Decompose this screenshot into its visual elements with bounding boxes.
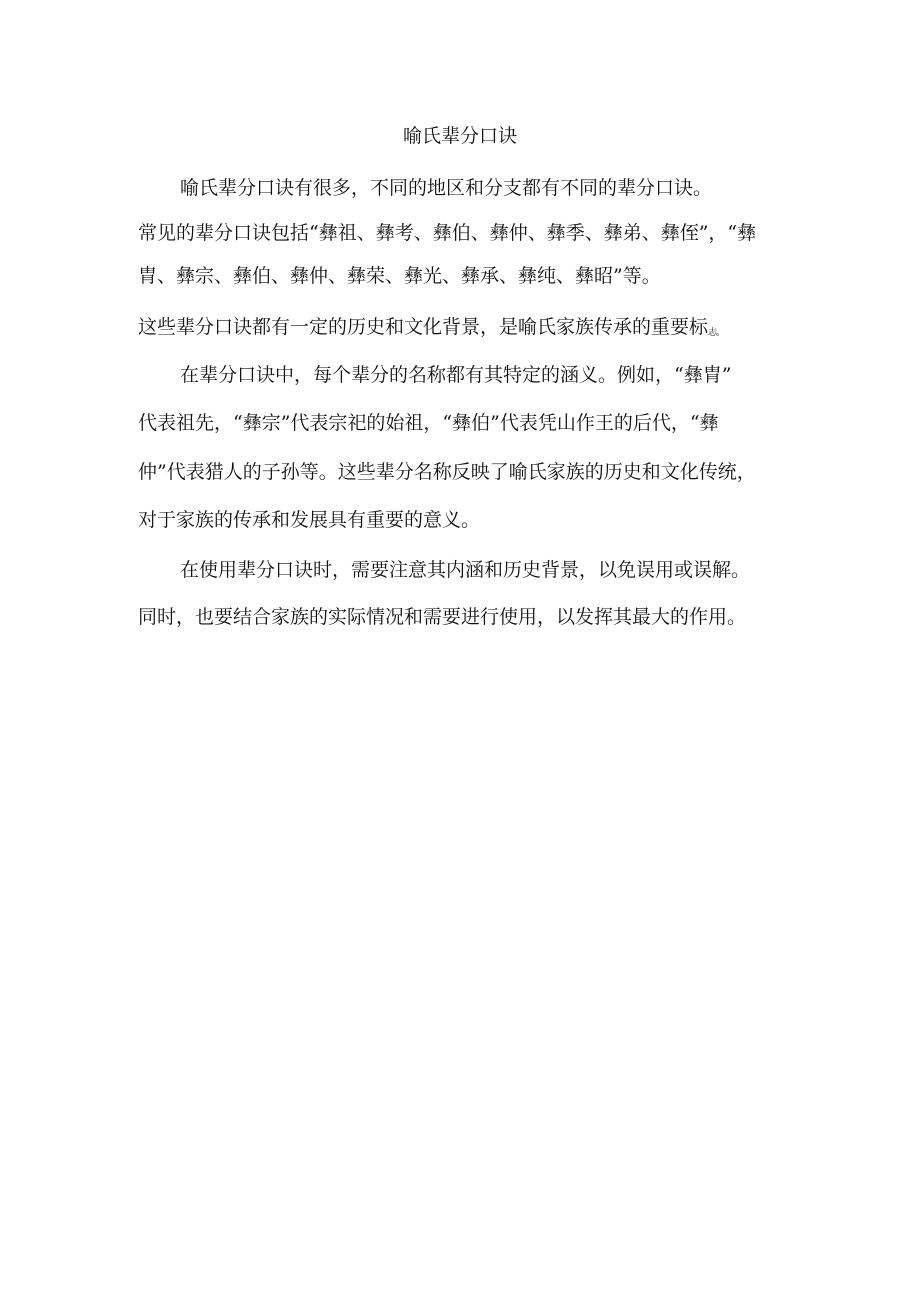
paragraph-1-line-4-tail: 志。: [708, 328, 725, 338]
paragraph-1-line-1: 喻氏辈分口诀有很多，不同的地区和分支都有不同的辈分口诀。: [180, 177, 713, 199]
paragraph-2-line-3: 仲”代表猎人的子孙等。这些辈分名称反映了喻氏家族的历史和文化传统，: [138, 461, 756, 483]
paragraph-3-line-2: 同时，也要结合家族的实际情况和需要进行使用，以发挥其最大的作用。: [138, 606, 747, 628]
paragraph-1-line-3: 胄、彝宗、彝伯、彝仲、彝荣、彝光、彝承、彝纯、彝昭”等。: [138, 265, 661, 287]
document-title: 喻氏辈分口诀: [402, 125, 517, 147]
paragraph-3-line-1: 在使用辈分口诀时，需要注意其内涵和历史背景，以免误用或误解。: [180, 559, 751, 581]
paragraph-1-line-4-text: 这些辈分口诀都有一定的历史和文化背景，是喻氏家族传承的重要标: [138, 316, 709, 338]
paragraph-1-line-2: 常见的辈分口诀包括“彝祖、彝考、彝伯、彝仲、彝季、彝弟、彝侄”，“彝: [138, 222, 757, 244]
paragraph-1-line-4: [138, 313, 724, 341]
paragraph-2-line-4: 对于家族的传承和发展具有重要的意义。: [138, 509, 481, 531]
paragraph-2-line-2: 代表祖先，“彝宗”代表宗祀的始祖，“彝伯”代表凭山作王的后代，“彝: [138, 412, 719, 434]
paragraph-2-line-1: 在辈分口诀中，每个辈分的名称都有其特定的涵义。例如，“彝胄”: [180, 364, 732, 386]
